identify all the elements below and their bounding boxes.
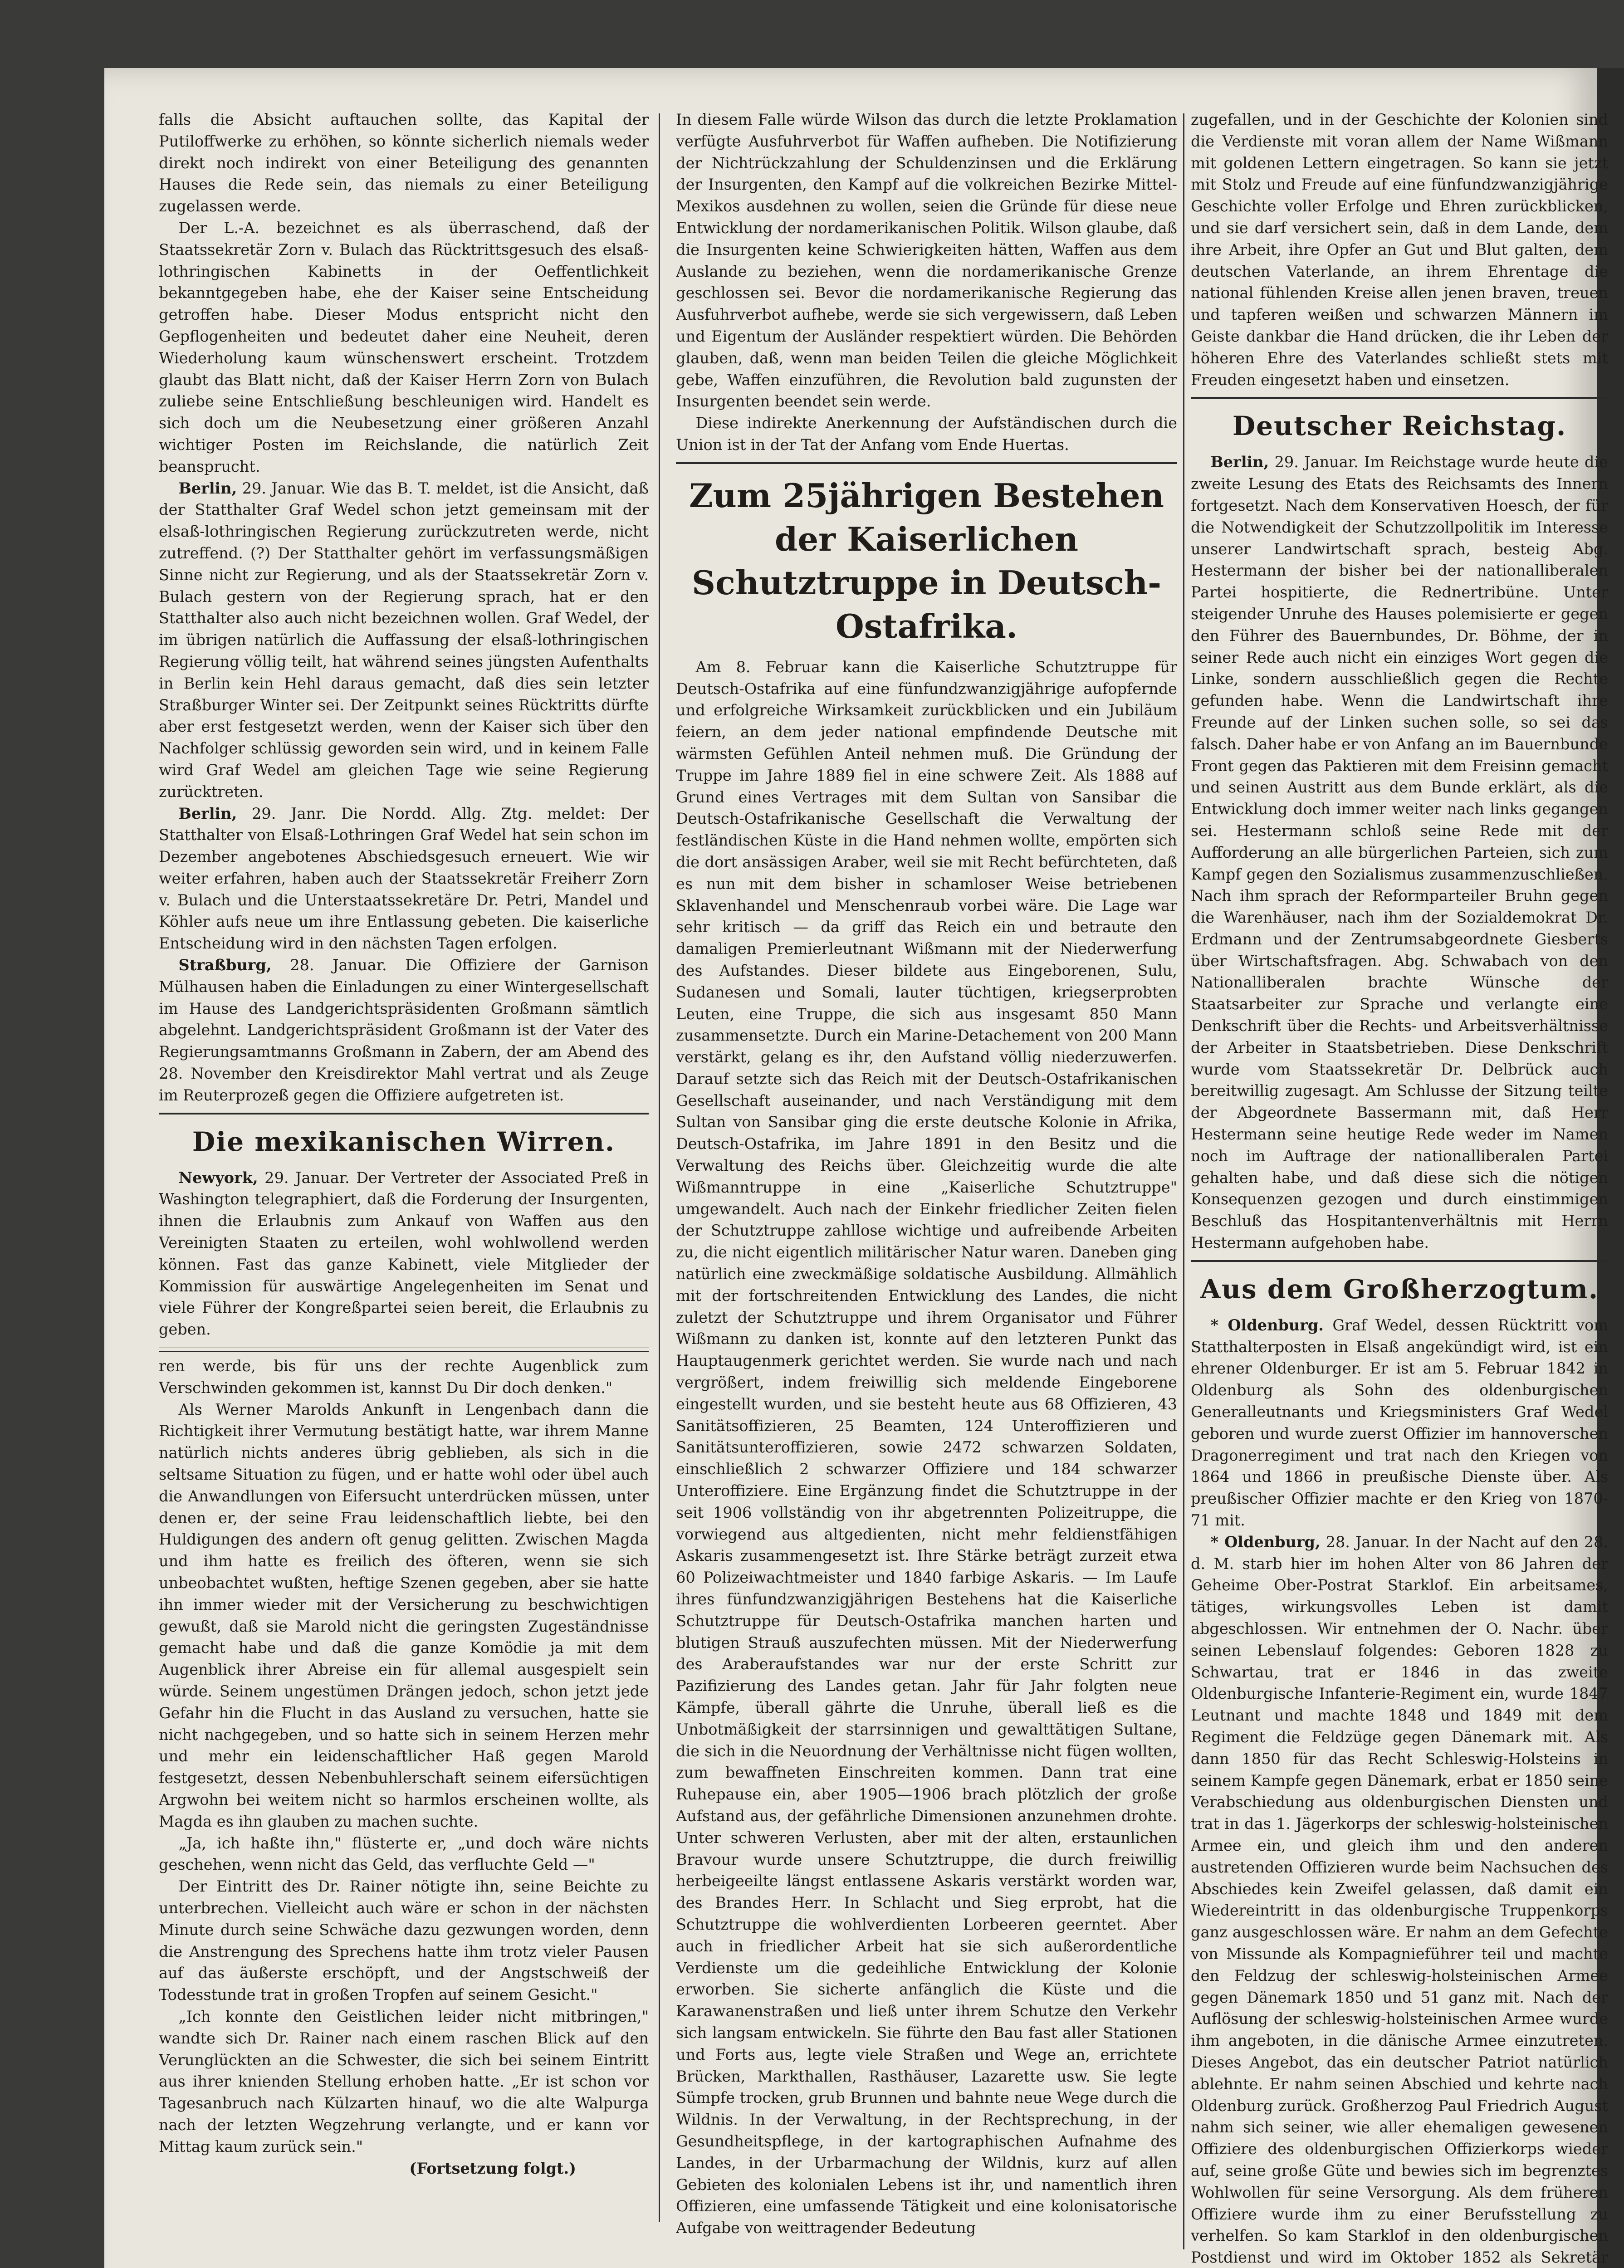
dateline: Berlin, xyxy=(178,479,237,497)
feuilleton-text: „Ich konnte den Geistlichen leider nicht mitbringen," wandte sich Dr. Rainer nach einem raschen Blick auf den Verunglückten an die Schwester, die sich bei seinem Eintritt aus ihrer knienden Stellung erhoben hatte. „Er ist schon vor Tagesanbruch nach Külzarten hinauf, wo die alte Walpurga nach der letzten Wegzehrung verlangte, und er kann vor Mittag kaum zurück sein." xyxy=(159,2007,649,2156)
section-rule xyxy=(159,1113,649,1114)
section-heading: Die mexikanischen Wirren. xyxy=(192,1126,616,1157)
feuilleton-text: „Ja, ich haßte ihn," flüsterte er, „und doch wäre nichts geschehen, wenn nicht das Geld, das verfluchte Geld —" xyxy=(159,1834,649,1874)
news-text: 29. Januar. Im Reichstage wurde heute die zweite Lesung des Etats des Reichsamts des Innern fortgesetzt. Nach dem Konservativen Hoesch, der für die Notwendigkeit der Schutzzollpolitik im Interesse unserer Landwirtschaft sprach, besteig Abg. Hestermann der bisher bei der nationalliberalen Partei hospitierte, die Rednertribüne. Unter steigender Unruhe des Hauses polemisierte er gegen den Führer des Bauernbundes, Dr. Böhme, der in seiner Rede auch nicht ein einziges Wort gegen die Linke, sondern ausschließlich gegen die Rechte gefunden habe. Wenn die Landwirtschaft ihre Freunde auf der Linken suchen solle, so sei das falsch. Daher habe er von Anfang an im Bauernbunde Front gegen das Paktieren mit dem Freisinn gemacht und seinen Austritt aus dem Bunde erklärt, als die Entwicklung doch immer weiter nach links gegangen sei. Hestermann schloß seine Rede mit der Aufforderung an alle bürgerlichen Parteien, sich zum Kampf gegen den Sozialismus zusammenzuschließen. Nach ihm sprach der Reformparteiler Bruhn gegen die Warenhäuser, nach ihm der Sozialdemokrat Dr. Erdmann und der Zentrumsabgeordnete Giesberts über Wirtschaftsfragen. Abg. Schwabach von den Nationalliberalen brachte Wünsche der Staatsarbeiter zur Sprache und verlangte eine Denkschrift über die Rechts- und Arbeitsverhältnisse der Arbeiter in Staatsbetrieben. Diese Denkschrift wurde vom Staatssekretär Dr. Delbrück auch bereitwillig zugesagt. Am Schlusse der Sitzung teilte der Abgeordnete Bassermann mit, daß Herr Hestermann seine heutige Rede weder im Namen noch im Auftrage der nationalliberalen Partei gehalten habe, und daß diese sich die nötigen Konsequenzen gezogen und durch einstimmigen Beschluß das Hospitantenverhältnis mit Herrn Hestermann aufgehoben habe. xyxy=(1191,453,1608,1252)
article-text: zugefallen, und in der Geschichte der Kolonien sind die Verdienste mit voran allem der Name Wißmann mit goldenen Lettern eingetragen. So kann sie jetzt mit Stolz und Freude auf eine fünfundzwanzigjährige Geschichte voller Erfolge und Ehren zurückblicken, und sie darf versichert sein, daß in dem Lande, dem ihre Arbeit, ihre Opfer an Gut und Blut galten, dem deutschen Vaterlande, an ihrem Ehrentage die national fühlenden Kreise allen jenen braven, treuen und tapferen weißen und schwarzen Männern im Geiste dankbar die Hand drücken, die ihr Leben der höheren Ehre des Vaterlandes schließt stets mit Freuden eingesetzt haben und einsetzen. xyxy=(1191,111,1608,389)
section-heading: Deutscher Reichstag. xyxy=(1232,411,1567,442)
news-item xyxy=(1191,451,1608,1253)
column-left xyxy=(159,109,649,2268)
news-item xyxy=(159,954,649,1106)
column-rule-1 xyxy=(659,113,660,2222)
dateline: Straßburg, xyxy=(178,956,272,974)
article-text: In diesem Falle würde Wilson das durch die letzte Proklamation verfügte Ausfuhrverbot für Waffen aufheben. Die Notifizierung der Nichtrückzahlung der Schuldenzinsen und die Erklärung der Insurgenten, den Kampf auf die volkreichen Bezirke Mittel-Mexikos ausdehnen zu wollen, seien die Gründe für diese neue Entwicklung der nordamerikanischen Politik. Wilson glaube, daß die Insurgenten keine Schwierigkeiten hätten, Waffen aus dem Auslande zu beziehen, wenn die nordamerikanische Grenze geschlossen sei. Bevor die nordamerikanische Regierung das Ausfuhrverbot aufhebe, werde sie sich vergewissern, daß Leben und Eigentum der Ausländer respektiert würden. Die Behörden glauben, daß, wenn man beiden Teilen die gleiche Möglichkeit gebe, Waffen einzuführen, die Revolution bald zugunsten der Insurgenten beendet sein werde. xyxy=(676,111,1177,411)
feuilleton-text: Der Eintritt des Dr. Rainer nötigte ihn, seine Beichte zu unterbrechen. Vielleicht auch wäre er schon in der nächsten Minute durch seine Schwäche dazu gezwungen worden, denn die Anstrengung des Sprechens hatte ihm trotz vieler Pausen auf das äußerste erschöpft, und der Angstschweiß der Todesstunde trat in großen Tropfen auf seinem Gesicht." xyxy=(159,1877,649,2004)
news-text: 28. Januar. In der Nacht auf den 28. d. M. starb hier im hohen Alter von 86 Jahren der Geheime Ober-Postrat Starklof. Ein arbeitsames, tätiges, wirkungsvolles Leben ist damit abgeschlossen. Wir entnehmen der O. Nachr. über seinen Lebenslauf folgendes: Geboren 1828 zu Schwartau, trat er 1846 in das zweite Oldenburgische Infanterie-Regiment ein, wurde 1847 Leutnant und machte 1848 und 1849 mit dem Regiment die Feldzüge gegen Dänemark mit. Als dann 1850 für das Recht Schleswig-Holsteins in seinem Kampfe gegen Dänemark, erbat er 1850 seine Verabschiedung aus oldenburgischen Diensten und trat in das 1. Jägerkorps der schleswig-holsteinischen Armee ein, und gleich ihm und den anderen austretenden Offizieren wurde beim Nachsuchen des Abschiedes kein Zweifel gelassen, daß damit ein Wiedereintritt in das oldenburgische Truppenkorps ganz ausgeschlossen wäre. Er nahm an dem Gefechte von Missunde als Kompagnieführer teil und machte den Feldzug der schleswig-holsteinischen Armee gegen Dänemark 1850 und 51 ganz mit. Nach der Auflösung der schleswig-holsteinischen Armee wurde ihm angeboten, in die dänische Armee einzutreten. Dieses Angebot, das ein deutscher Patriot natürlich ablehnte. Er nahm seinen Abschied und kehrte nach Oldenburg zurück. Großherzog Paul Friedrich August nahm sich seiner, wie aller ehemaligen gewesenen Offiziere des oldenburgischen Offizierkorps wieder auf, seine große Güte und bewies sich im begrenztes Wohlwollen für seine Versorgung. Als dem früheren Offiziere wurde ihm zu einer Berufsstellung zu verhelfen. So kam Starklof in den oldenburgischen Postdienst und wird im Oktober 1852 als Sekretär xyxy=(1191,1533,1608,2267)
dateline: * Oldenburg. xyxy=(1210,1316,1324,1334)
dateline: Berlin, xyxy=(1210,453,1269,471)
news-text: 28. Januar. Die Offiziere der Garnison Mülhausen haben die Einladungen zu einer Wintergesellschaft im Hause des Landgerichtspräsidenten Großmann sämtlich abgelehnt. Landgerichtspräsident Großmann ist der Vater des Regierungsamtmanns Großmann in Zabern, der am Abend des 28. November den Kreisdirektor Mahl vertrat und als Zeuge im Reuterprozeß gegen die Offiziere aufgetreten ist. xyxy=(159,956,649,1104)
section-heading: Aus dem Großherzogtum. xyxy=(1200,1273,1599,1305)
section-heading: Zum 25jährigen Bestehen der Kaiserlichen Schutztruppe in Deutsch-Ostafrika. xyxy=(689,476,1164,645)
column-middle xyxy=(676,109,1177,2268)
dateline: Newyork, xyxy=(178,1168,258,1187)
feuilleton-rule xyxy=(159,1347,649,1352)
section-rule xyxy=(676,462,1177,464)
news-text: 29. Janr. Die Nordd. Allg. Ztg. meldet: Der Statthalter von Elsaß-Lothringen Graf Wedel hat sein schon im Dezember angebotenes Abschiedsgesuch erneuert. Wie wir weiter erfahren, haben auch der Staatssekretär Freiherr Zorn v. Bulach und die Unterstaatssekretäre Dr. Petri, Mandel und Köhler aufs neue um ihre Entlassung gebeten. Die kaiserliche Entscheidung wird in den nächsten Tagen erfolgen. xyxy=(159,804,649,953)
feuilleton-text: ren werde, bis für uns der rechte Augenblick zum Verschwinden gekommen ist, kannst Du Dir doch denken." xyxy=(159,1357,649,1397)
dateline: * Oldenburg, xyxy=(1210,1533,1321,1551)
news-item xyxy=(1191,1531,1608,2268)
news-text: 29. Januar. Der Vertreter der Associated Preß in Washington telegraphiert, daß die Forderung der Insurgenten, ihnen die Erlaubnis zum Ankauf von Waffen aus den Vereinigten Staaten zu erteilen, wohl wohlwollend werden können. Fast das ganze Kabinett, viele Mitglieder der Kommission für auswärtige Angelegenheiten im Senat und viele Führer der Kongreßpartei seien bereit, die Erlaubnis zu geben. xyxy=(159,1168,649,1339)
newspaper-page xyxy=(104,68,1608,2268)
section-rule xyxy=(1191,397,1608,399)
news-item xyxy=(159,1167,649,1340)
column-right xyxy=(1191,109,1608,2268)
article-text: Der L.-A. bezeichnet es als überraschend, daß der Staatssekretär Zorn v. Bulach das Rücktrittsgesuch des elsaß-lothringischen Kabinetts in der Oeffentlichkeit bekanntgegeben habe, ehe der Kaiser seine Entscheidung getroffen habe. Dieser Modus entspricht nicht den Gepflogenheiten und bedeutet daher eine Neuheit, deren Wiederholung kaum wünschenswert erscheint. Trotzdem glaubt das Blatt nicht, daß der Kaiser Herrn Zorn von Bulach zuliebe seine Entschließung beschleunigen wird. Handelt es sich doch um die Neubesetzung einer größeren Anzahl wichtiger Posten im Reichslande, die natürlich Zeit beansprucht. xyxy=(159,219,649,475)
news-text: Graf Wedel, dessen Rücktritt vom Statthalterposten in Elsaß angekündigt wird, ist ein ehrener Oldenburger. Er ist am 5. Februar 1842 in Oldenburg als Sohn des oldenburgischen Generalleutnants und Kriegsministers Graf Wedel geboren und wurde zuerst Offizier im hannoverschen Dragonerregiment und trat nach den Kriegen von 1864 und 1866 in preußische Dienste über. Als preußischer Offizier machte er den Krieg von 1870-71 mit. xyxy=(1191,1316,1608,1530)
article-text: Am 8. Februar kann die Kaiserliche Schutztruppe für Deutsch-Ostafrika auf eine fünfundzwanzigjährige aufopfernde und erfolgreiche Wirksamkeit zurückblicken und ein Jubiläum feiern, an dem jeder national empfindende Deutsche mit wärmsten Gefühlen Anteil nehmen muß. Die Gründung der Truppe im Jahre 1889 fiel in eine schwere Zeit. Als 1888 auf Grund eines Vertrages mit dem Sultan von Sansibar die Deutsch-Ostafrikanische Gesellschaft die Verwaltung der festländischen Küste in die Hand nehmen wollte, empörten sich die dort ansässigen Araber, weil sie mit Recht befürchteten, daß es nun mit dem bisher in schamloser Weise betriebenen Sklavenhandel und Menschenraub vorbei wäre. Die Lage war sehr kritisch — da griff das Reich ein und betraute den damaligen Premierleutnant Wißmann mit der Niederwerfung des Aufstandes. Dieser bildete aus Eingeborenen, Sulu, Sudanesen und Somali, lauter tüchtigen, kriegserprobten Leuten, eine Truppe, die sich aus insgesamt 850 Mann zusammensetzte. Durch ein Marine-Detachement von 200 Mann verstärkt, gelang es ihr, den Aufstand völlig niederzuwerfen. Darauf setzte sich das Reich mit der Deutsch-Ostafrikanischen Gesellschaft auseinander, und nach Verständigung mit dem Sultan von Sansibar ging die erste deutsche Kolonie in Afrika, Deutsch-Ostafrika, im Jahre 1891 in den Besitz und die Verwaltung des Reichs über. Gleichzeitig wurde die alte Wißmanntruppe in eine „Kaiserliche Schutztruppe" umgewandelt. Auch nach der Einkehr friedlicher Zeiten fielen der Schutztruppe zahllose wichtige und aufreibende Arbeiten zu, die nicht eigentlich militärischer Natur waren. Daneben ging natürlich eine zweckmäßige soldatische Ausbildung. Allmählich mit der fortschreitenden Entwicklung des Landes, die nicht zuletzt der Schutztruppe und ihrem Organisator und Führer Wißmann zu danken ist, konnte auf den letzteren Punkt das Hauptaugenmerk gerichtet werden. Sie wurde nach und nach vergrößert, indem freiwillig sich meldende Eingeborene eingestellt wurden, und sie besteht heute aus 68 Offizieren, 43 Sanitätsoffizieren, 25 Beamten, 124 Unteroffizieren und Sanitätsunteroffizieren, sowie 2472 schwarzen Soldaten, einschließlich 2 schwarzer Offiziere und 184 schwarzer Unteroffiziere. Eine Ergänzung findet die Schutztruppe in der seit 1906 vollständig von ihr abgetrennten Polizeitruppe, die vorwiegend aus altgedienten, nicht mehr feldienstfähigen Askaris zusammengesetzt ist. Ihre Stärke beträgt zurzeit etwa 60 Polizeiwachtmeister und 1840 farbige Askaris. — Im Laufe ihres fünfundzwanzigjährigen Bestehens hat die Kaiserliche Schutztruppe für Deutsch-Ostafrika manchen harten und blutigen Strauß auszufechten müssen. Mit der Niederwerfung des Araberaufstandes war nur der erste Schritt zur Pazifizierung des Landes getan. Jahr für Jahr folgten neue Kämpfe, überall gährte die Unruhe, überall ließ es die Unbotmäßigkeit der starrsinnigen und gewalttätigen Sultane, die sich in die Neuordnung der Verhältnisse nicht fügen wollten, zum bewaffneten Einschreiten kommen. Dann trat eine Ruhepause ein, aber 1905—1906 brach plötzlich der große Aufstand aus, der gefährliche Dimensionen anzunehmen drohte. Unter schweren Verlusten, aber mit der alten, erstaunlichen Bravour wurde unsere Schutztruppe, die durch freiwillig herbeigeeilte längst entlassene Askaris verstärkt worden war, des Brandes Herr. In Schlacht und Sieg erprobt, hat die Schutztruppe die wohlverdienten Lorbeeren geerntet. Aber auch in friedlicher Arbeit hat sie sich außerordentliche Verdienste um die gedeihliche Entwicklung der Kolonie erworben. Sie sicherte anfänglich die Küste und die Karawanenstraßen und ließ unter ihrem Schutze den Verkehr sich langsam entwickeln. Sie führte den Bau fast aller Stationen und Forts aus, legte viele Straßen und Wege an, errichtete Brücken, Markthallen, Rasthäuser, Lazarette usw. Sie legte Sümpfe trocken, grub Brunnen und bahnte neue Wege durch die Wildnis. In der Verwaltung, in der Rechtsprechung, in der Gesundheitspflege, in der kartographischen Aufnahme des Landes, in der Urbarmachung der Wildnis, kurz auf allen Gebieten des kolonialen Lebens ist ihr, und namentlich ihren Offizieren, eine umfassende Tätigkeit und eine kolonisatorische Aufgabe von weittragender Bedeutung xyxy=(676,658,1177,2237)
article-text: Diese indirekte Anerkennung der Aufständischen durch die Union ist in der Tat der Anfang vom Ende Huertas. xyxy=(676,414,1177,454)
news-text: 29. Januar. Wie das B. T. meldet, ist die Ansicht, daß der Statthalter Graf Wedel schon jetzt gemeinsam mit der elsaß-lothringischen Regierung zurückzutreten werde, nicht zutreffend. (?) Der Statthalter gehört im verfassungsmäßigen Sinne nicht zur Regierung, und als der Staatssekretär Zorn v. Bulach gestern von der Regierung sprach, hat er den Statthalter also auch nicht bezeichnen wollen. Graf Wedel, der im übrigen natürlich die Auffassung der elsaß-lothringischen Regierung völlig teilt, hat während seines jüngsten Aufenthalts in Berlin kein Hehl daraus gemacht, daß dies sein letzter Straßburger Winter sei. Der Zeitpunkt seines Rücktritts dürfte aber erst festgesetzt werden, wenn der Kaiser sich über den Nachfolger schlüssig geworden sein wird, und in keinem Falle wird Graf Wedel am gleichen Tage wie seine Regierung zurücktreten. xyxy=(159,479,649,801)
news-item xyxy=(159,803,649,955)
news-item xyxy=(159,478,649,803)
section-rule xyxy=(1191,1260,1608,1262)
column-rule-2 xyxy=(1183,113,1184,2249)
news-item xyxy=(1191,1315,1608,1531)
dateline: Berlin, xyxy=(178,804,237,822)
continuation-note: (Fortsetzung folgt.) xyxy=(409,2159,576,2177)
article-text: falls die Absicht auftauchen sollte, das Kapital der Putiloffwerke zu erhöhen, so könnte sicherlich niemals weder direkt noch indirekt von einer Beteiligung des genannten Hauses die Rede sein, das niemals zu einer Beteiligung zugelassen werde. xyxy=(159,111,649,215)
feuilleton-text: Als Werner Marolds Ankunft in Lengenbach dann die Richtigkeit ihrer Vermutung bestätigt hatte, war ihrem Manne natürlich nichts anderes übrig geblieben, als sich in die seltsame Situation zu fügen, und er hatte wohl oder übel auch die Anwandlungen von Eifersucht unterdrücken müssen, unter denen er, der seine Frau leidenschaftlich liebte, bei den Huldigungen des andern oft genug gelitten. Zwischen Magda und ihm hatte es freilich des öfteren, wenn sie sich unbeobachtet wußten, heftige Szenen gegeben, aber sie hatte ihn immer wieder mit der Versicherung zu beschwichtigen gewußt, daß sie Marold nicht die geringsten Zugeständnisse gemacht habe und daß die ganze Komödie ja mit dem Augenblick ihrer Abreise ein für allemal ausgespielt sein würde. Seinem ungestümen Drängen jedoch, schon jetzt jede Gefahr hin die Flucht in das Ausland zu versuchen, hatte sie nicht nachgegeben, und so hatte sich in seinem Herzen mehr und mehr ein leidenschaftlicher Haß gegen Marold festgesetzt, dessen Nebenbuhlerschaft seinem eifersüchtigen Argwohn bei weitem nicht so harmlos erscheinen wollte, als Magda es ihn glauben zu machen suchte. xyxy=(159,1400,649,1830)
